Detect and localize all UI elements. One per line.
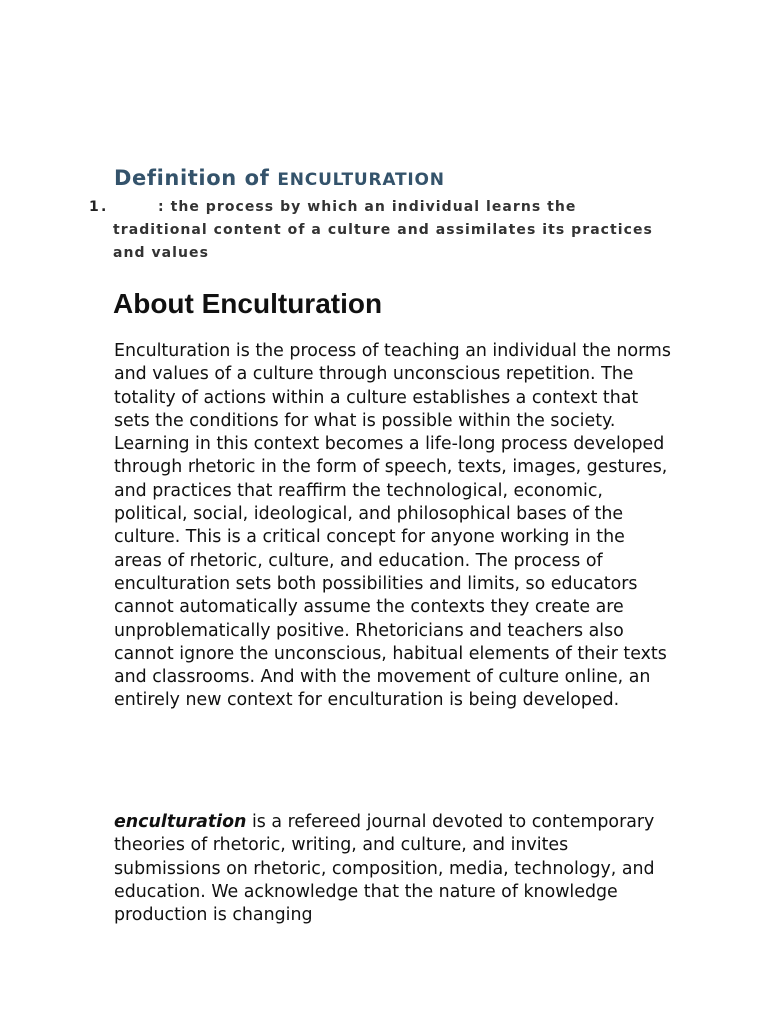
about-paragraph-1: Enculturation is the process of teaching an individual the norms and values of a culture through unconscious repetition. The totality of actions within a culture establishes a context that sets the conditions for what is possible within the society. Learning in this context becomes a life-long process developed through rhetoric in the form of speech, texts, images, gestures, and practices that reaffirm the technological, economic, political, social, ideological, and philosophical bases of the culture. This is a critical concept for anyone working in the areas of rhetoric, culture, and education. The process of enculturation sets both possibilities and limits, so educators cannot automatically assume the contexts they create are unproblematically positive. Rhetoricians and teachers also cannot ignore the unconscious, habitual elements of their texts and classrooms. And with the movement of culture online, an entirely new context for enculturation is being developed.: [114, 341, 671, 711]
definition-heading-term: ENCULTURATION: [277, 170, 445, 190]
definition-text: : the process by which an individual learns the traditional content of a culture and assimilates its practices and values: [113, 199, 653, 261]
definition-number: 1.: [89, 199, 109, 215]
definition-heading-prefix: Definition of: [114, 166, 278, 190]
journal-name: enculturation: [114, 812, 247, 832]
definition-heading: [114, 166, 445, 190]
about-paragraph-2-text: is a refereed journal devoted to contemporary theories of rhetoric, writing, and culture, and invites submissions on rhetoric, composition, media, technology, and education. We acknowledge that the nature of knowledge production is changing: [114, 812, 655, 926]
about-paragraph-2: [114, 811, 674, 927]
about-heading: About Enculturation: [113, 288, 383, 319]
